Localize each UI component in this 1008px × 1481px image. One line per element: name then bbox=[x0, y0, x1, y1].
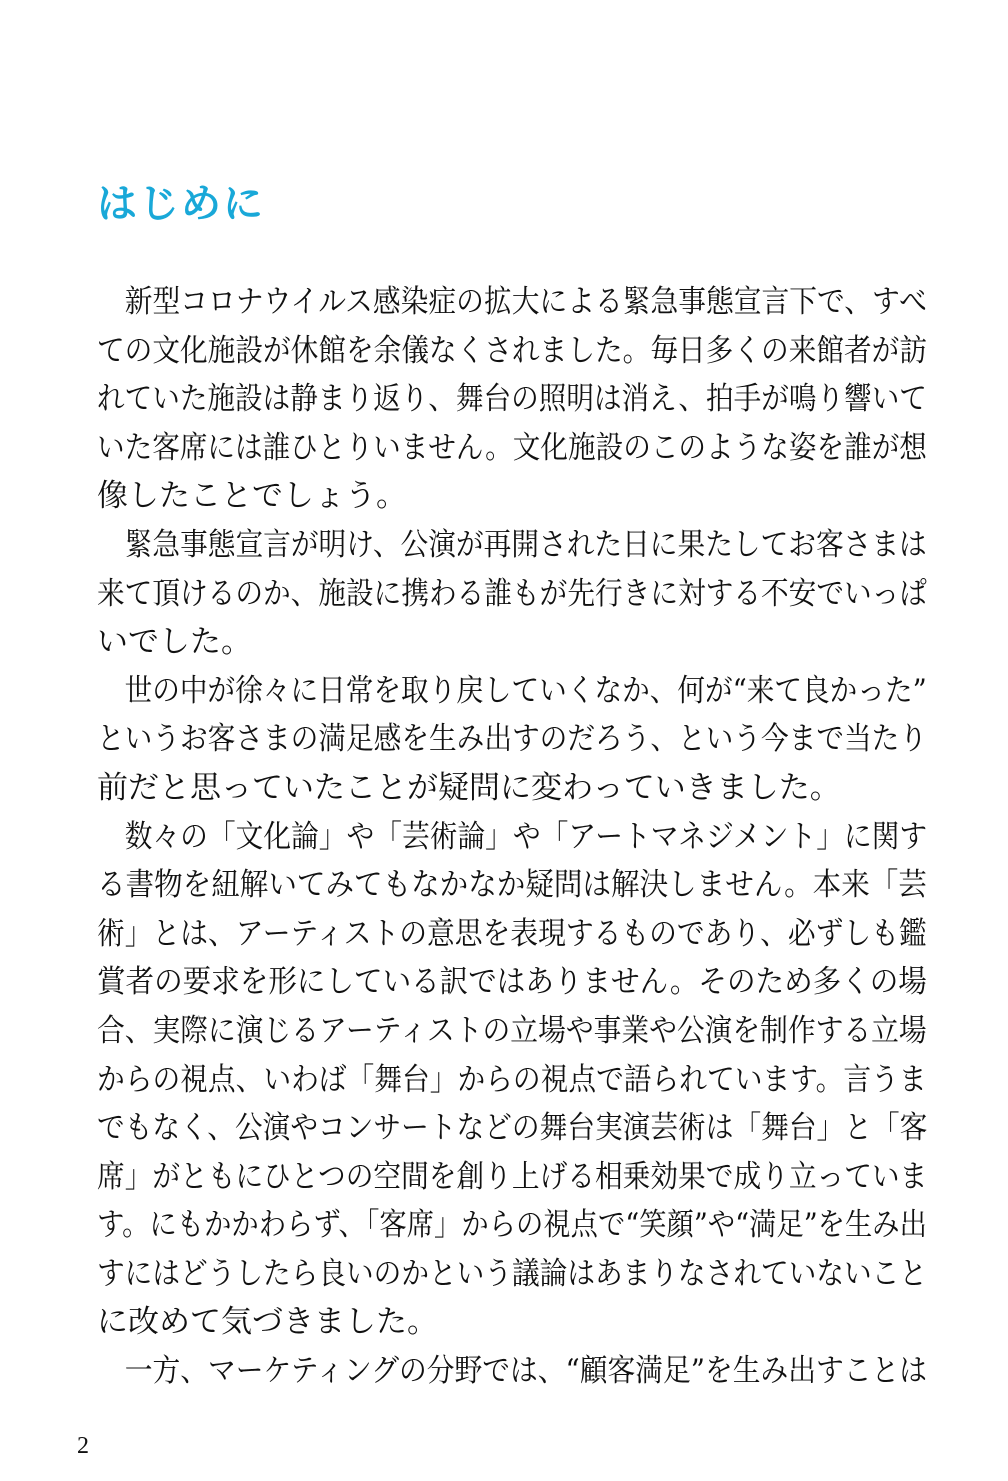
body-line: からの視点、いわば「舞台」からの視点で語られています。言うま bbox=[97, 1061, 927, 1098]
body-line: 術」とは、アーティストの意思を表現するものであり、必ずしも鑑 bbox=[97, 915, 927, 952]
body-line: というお客さまの満足感を生み出すのだろう、という今まで当たり bbox=[97, 721, 928, 758]
body-line: 緊急事態宣言が明け、公演が再開された日に果たしてお客さまは bbox=[97, 526, 927, 563]
body-line: 一方、マーケティングの分野では、“顧客満足”を生み出すことは bbox=[97, 1353, 928, 1390]
body-line: 合、実際に演じるアーティストの立場や事業や公演を制作する立場 bbox=[97, 1012, 927, 1049]
body-line: 世の中が徐々に日常を取り戻していくなか、何が“来て良かった” bbox=[97, 672, 927, 709]
page-number: 2 bbox=[77, 1433, 89, 1459]
body-line: 来て頂けるのか、施設に携わる誰もが先行きに対する不安でいっぱ bbox=[97, 575, 928, 612]
body-line: ての文化施設が休館を余儀なくされました。毎日多くの来館者が訪 bbox=[97, 332, 928, 369]
body-line: いでした。 bbox=[97, 624, 252, 661]
body-line: る書物を紐解いてみてもなかなか疑問は解決しません。本来「芸 bbox=[97, 867, 927, 904]
body-line: いた客席には誰ひとりいません。文化施設のこのような姿を誰が想 bbox=[97, 429, 927, 466]
body-line: 新型コロナウイルス感染症の拡大による緊急事態宣言下で、すべ bbox=[97, 284, 927, 320]
body-line: でもなく、公演やコンサートなどの舞台実演芸術は「舞台」と「客 bbox=[97, 1110, 928, 1147]
body-text bbox=[97, 278, 927, 1396]
body-line: 賞者の要求を形にしている訳ではありません。そのため多くの場 bbox=[97, 964, 927, 1001]
body-line: れていた施設は静まり返り、舞台の照明は消え、拍手が鳴り響いて bbox=[97, 381, 927, 418]
body-line: に改めて気づきました。 bbox=[97, 1304, 438, 1341]
body-line: 像したことでしょう。 bbox=[97, 478, 407, 515]
body-line: す。にもかかわらず、「客席」からの視点で“笑顔”や“満足”を生み出 bbox=[97, 1207, 927, 1244]
chapter-heading: はじめに bbox=[97, 181, 265, 227]
body-line: 数々の「文化論」や「芸術論」や「アートマネジメント」に関す bbox=[97, 818, 928, 855]
body-line: すにはどうしたら良いのかという議論はあまりなされていないこと bbox=[97, 1255, 928, 1292]
body-line: 前だと思っていたことが疑問に変わっていきました。 bbox=[97, 769, 841, 806]
body-line: 席」がともにひとつの空間を創り上げる相乗効果で成り立っていま bbox=[97, 1158, 928, 1195]
